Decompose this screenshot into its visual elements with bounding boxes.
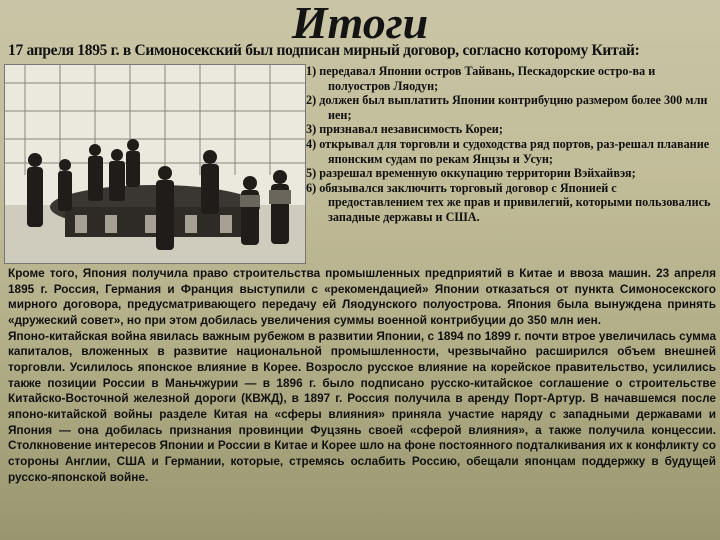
intro-text: 17 апреля 1895 г. в Симоносекский был подписан мирный договор, согласно которому Китай: bbox=[8, 42, 640, 59]
treaty-term: 2) должен был выплатить Японии контрибуцию размером более 300 млн иен; bbox=[306, 93, 708, 122]
slide-title: Итоги bbox=[291, 0, 429, 48]
treaty-term: 4) открывал для торговли и судоходства ряд портов, раз-решал плавание японским судам по рекам Янцзы и Усун; bbox=[306, 136, 710, 166]
treaty-term: 6) обязывался заключить торговый договор с Японией с предоставлением тех же прав и привилегий, которыми пользовались западные державы и США. bbox=[306, 180, 711, 224]
treaty-term: 5) разрешал временную оккупацию территории Вэйхайвэя; bbox=[306, 166, 636, 181]
treaty-signing-photo bbox=[4, 64, 306, 264]
paragraph: Кроме того, Япония получила право строительства промышленных предприятий в Китае и ввоза машин. 23 апреля 1895 г. Россия, Германия и Франция выступили с «рекомендацией» Японии отказаться от пункта Симоносекского мирного договора, предусматривающего передачу ей Ляодунского полуострова. Япония была вынуждена принять «дружеский совет», но при этом добилась увеличения суммы военной контрибуции до 350 млн иен. bbox=[8, 266, 716, 327]
paragraph: Японо-китайская война явилась важным рубежом в развитии Японии, с 1894 по 1899 г. почти втрое увеличилась сумма капиталов, вложенных в развитие национальной промышленности, чрезвычайно расширился объем внешней торговли. Усилилось японское влияние в Корее. Возросло русское влияние на корейское правительство, усилились также позиции России в Маньчжурии — в 1896 г. было подписано русско-китайское соглашение о строительстве Китайско-Восточной железной дороги (КВЖД), в 1897 г. Россия получила в аренду Порт-Артур. В начавшемся после японо-китайской войны разделе Китая на «сферы влияния» приняла участие наряду с западными державами и Япония — она добилась признания провинции Фуцзянь своей «сферой влияния», а также получила концессии. Столкновение интересов Японии и России в Китае и Корее шло на фоне постоянного подталкивания их к конфликту со стороны Англии, США и Германии, которые, стремясь ослабить Россию, обещали японцам поддержку в будущей русско-японской войне. bbox=[8, 328, 716, 484]
body-text bbox=[8, 266, 716, 485]
treaty-term: 3) признавал независимость Кореи; bbox=[306, 122, 503, 137]
treaty-term: 1) передавал Японии остров Тайвань, Пескадорские остро-ва и полуостров Ляодун; bbox=[306, 64, 656, 93]
treaty-terms-list bbox=[306, 64, 714, 225]
